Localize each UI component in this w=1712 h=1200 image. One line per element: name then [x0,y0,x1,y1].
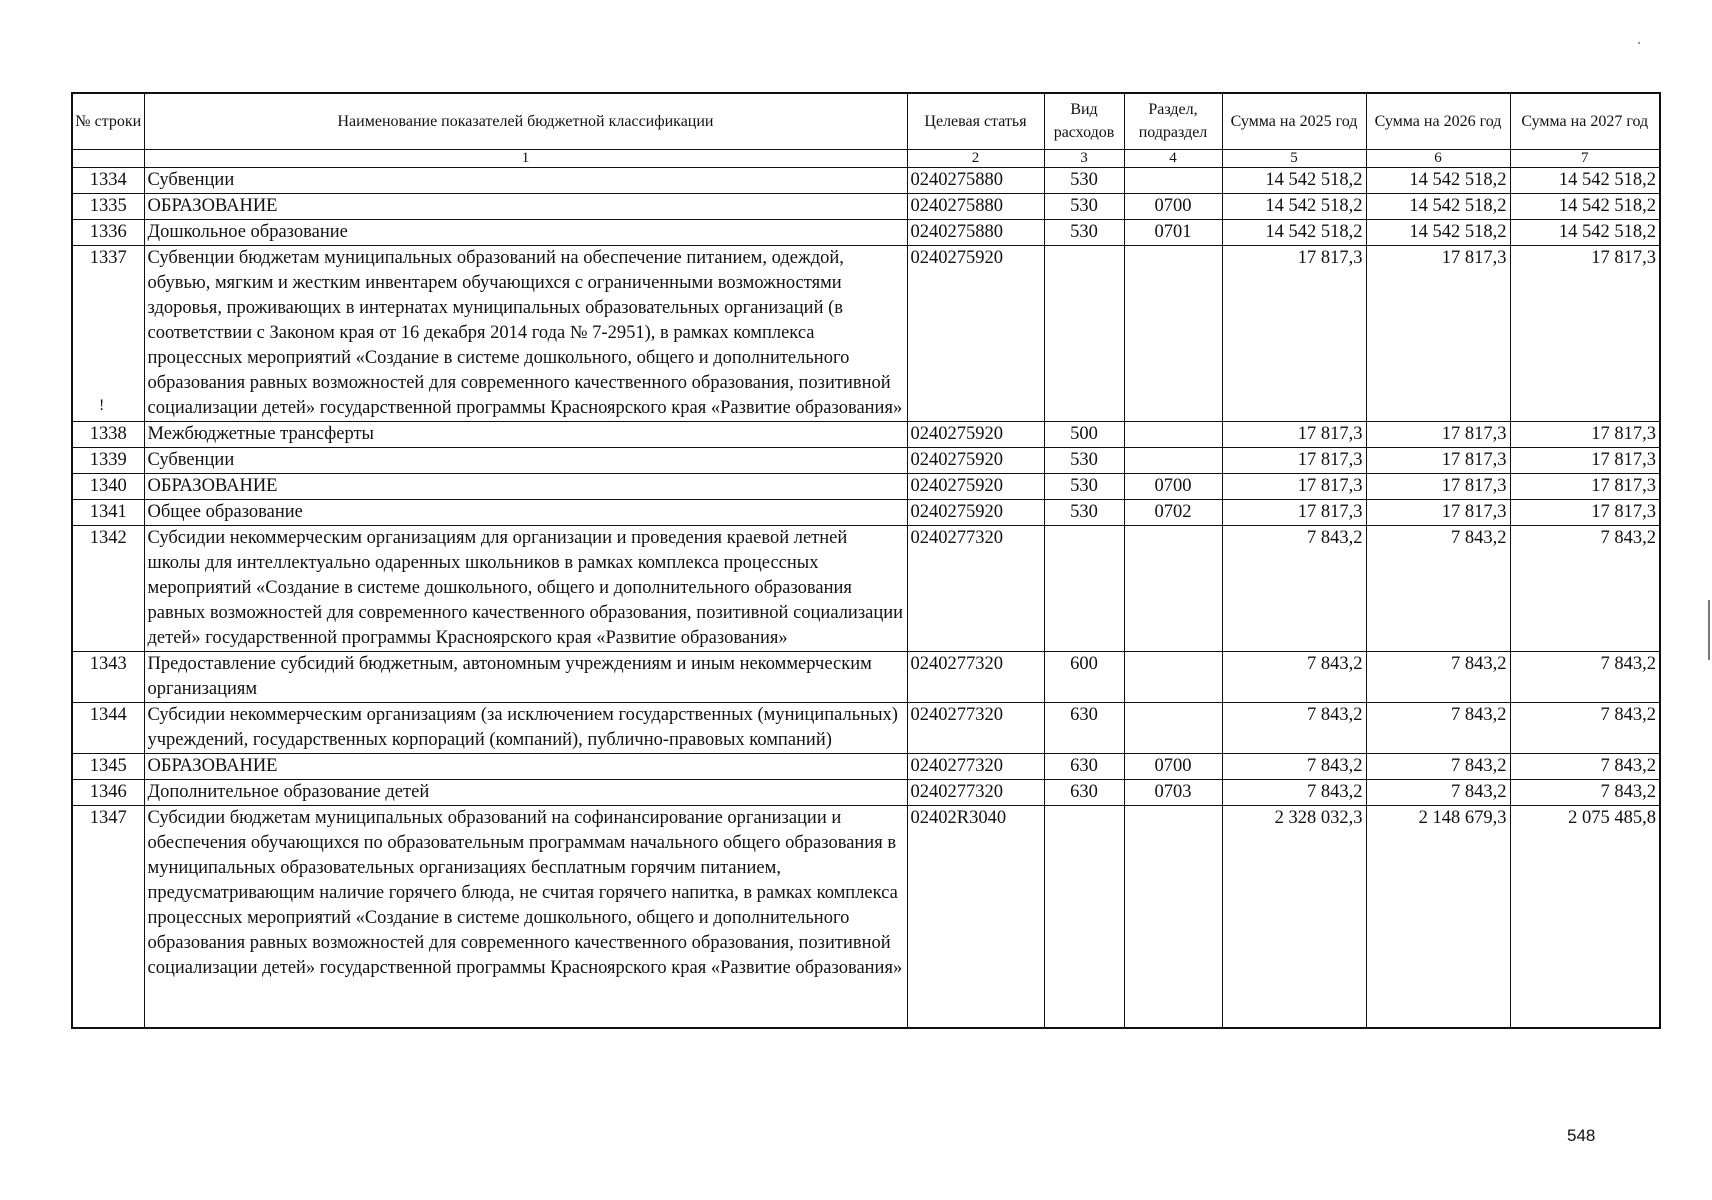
row-section [1124,805,1222,1028]
row-sum-2026: 17 817,3 [1366,499,1510,525]
table-row [72,219,1660,245]
row-expense-type: 530 [1044,219,1124,245]
row-name: ОБРАЗОВАНИЕ [144,193,907,219]
row-sum-2026: 14 542 518,2 [1366,193,1510,219]
row-number: 1337 [72,245,144,421]
row-sum-2025: 7 843,2 [1222,651,1366,702]
row-section [1124,525,1222,651]
table-row [72,245,1660,421]
row-section [1124,702,1222,753]
row-sum-2027: 17 817,3 [1510,499,1660,525]
header-section: Раздел, подраздел [1124,93,1222,149]
table-row [72,779,1660,805]
row-sum-2027: 7 843,2 [1510,753,1660,779]
row-expense-type: 530 [1044,499,1124,525]
row-name: Субсидии некоммерческим организациям для организации и проведения краевой летней школы для интеллектуально одаренных школьников в рамках комплекса процессных мероприятий «Создание в системе дошкольного, общего и дополнительного образования равных возможностей для современного качественного образования, позитивной социализации детей» государственной программы Красноярского края «Развитие образования» [144,525,907,651]
row-sum-2026: 7 843,2 [1366,525,1510,651]
row-number: 1342 [72,525,144,651]
budget-table [71,92,1661,1029]
row-sum-2027: 17 817,3 [1510,473,1660,499]
row-target-article: 0240275920 [907,245,1044,421]
row-sum-2026: 17 817,3 [1366,473,1510,499]
row-sum-2025: 7 843,2 [1222,753,1366,779]
row-sum-2027: 2 075 485,8 [1510,805,1660,1028]
table-row [72,167,1660,193]
row-target-article: 0240277320 [907,702,1044,753]
row-section [1124,167,1222,193]
row-sum-2027: 7 843,2 [1510,702,1660,753]
row-target-article: 0240275920 [907,447,1044,473]
table-row [72,805,1660,1028]
row-target-article: 0240277320 [907,779,1044,805]
row-number: 1346 [72,779,144,805]
row-number: 1339 [72,447,144,473]
scan-artifact-line [1708,600,1710,660]
table-row [72,702,1660,753]
column-number [72,149,144,167]
row-expense-type: 600 [1044,651,1124,702]
row-sum-2026: 14 542 518,2 [1366,219,1510,245]
row-number: 1338 [72,421,144,447]
row-number: 1341 [72,499,144,525]
row-section [1124,651,1222,702]
row-sum-2025: 17 817,3 [1222,447,1366,473]
table-row [72,499,1660,525]
row-sum-2027: 7 843,2 [1510,651,1660,702]
row-number: 1336 [72,219,144,245]
row-expense-type: 630 [1044,779,1124,805]
row-name: ОБРАЗОВАНИЕ [144,473,907,499]
page-number: 548 [1567,1126,1596,1145]
column-number: 7 [1510,149,1660,167]
row-number: 1334 [72,167,144,193]
row-sum-2026: 2 148 679,3 [1366,805,1510,1028]
row-name: Предоставление субсидий бюджетным, автономным учреждениям и иным некоммерческим организациям [144,651,907,702]
header-expense-type: Вид расходов [1044,93,1124,149]
column-number: 3 [1044,149,1124,167]
column-number: 4 [1124,149,1222,167]
row-target-article: 0240275920 [907,473,1044,499]
row-sum-2025: 17 817,3 [1222,245,1366,421]
row-target-article: 0240275880 [907,193,1044,219]
row-section [1124,245,1222,421]
column-number-row [72,149,1660,167]
row-number: 1345 [72,753,144,779]
row-expense-type: 630 [1044,702,1124,753]
table-row [72,447,1660,473]
row-sum-2025: 17 817,3 [1222,473,1366,499]
row-sum-2025: 7 843,2 [1222,779,1366,805]
table-row [72,651,1660,702]
column-number: 2 [907,149,1044,167]
row-expense-type: 530 [1044,473,1124,499]
row-sum-2027: 14 542 518,2 [1510,193,1660,219]
row-number: 1335 [72,193,144,219]
row-sum-2026: 17 817,3 [1366,447,1510,473]
row-sum-2026: 7 843,2 [1366,651,1510,702]
header-row-number: № строки [72,93,144,149]
row-target-article: 0240275880 [907,167,1044,193]
row-target-article: 0240277320 [907,525,1044,651]
row-section: 0700 [1124,753,1222,779]
row-sum-2027: 14 542 518,2 [1510,167,1660,193]
row-section: 0701 [1124,219,1222,245]
stray-mark: ! [99,397,105,414]
row-sum-2026: 14 542 518,2 [1366,167,1510,193]
row-target-article: 0240275920 [907,499,1044,525]
row-sum-2026: 7 843,2 [1366,702,1510,753]
row-name: Межбюджетные трансферты [144,421,907,447]
row-expense-type [1044,245,1124,421]
row-section [1124,421,1222,447]
row-sum-2026: 7 843,2 [1366,753,1510,779]
table-row [72,753,1660,779]
header-sum-2027: Сумма на 2027 год [1510,93,1660,149]
row-sum-2025: 2 328 032,3 [1222,805,1366,1028]
column-number: 6 [1366,149,1510,167]
row-expense-type [1044,525,1124,651]
row-target-article: 0240275880 [907,219,1044,245]
row-section: 0703 [1124,779,1222,805]
row-name: Субвенции [144,167,907,193]
row-name: Субвенции [144,447,907,473]
row-expense-type [1044,805,1124,1028]
row-section: 0700 [1124,473,1222,499]
row-sum-2026: 17 817,3 [1366,421,1510,447]
row-section [1124,447,1222,473]
row-name: Субвенции бюджетам муниципальных образований на обеспечение питанием, одеждой, обувью, мягким и жестким инвентарем обучающихся с ограниченными возможностями здоровья, проживающих в интернатах муниципальных образовательных организаций (в соответствии с Законом края от 16 декабря 2014 года № 7-2951), в рамках комплекса процессных мероприятий «Создание в системе дошкольного, общего и дополнительного образования равных возможностей для современного качественного образования, позитивной социализации детей» государственной программы Красноярского края «Развитие образования» [144,245,907,421]
row-sum-2027: 17 817,3 [1510,245,1660,421]
row-name: Общее образование [144,499,907,525]
header-name: Наименование показателей бюджетной классификации [144,93,907,149]
row-expense-type: 530 [1044,167,1124,193]
row-sum-2025: 14 542 518,2 [1222,167,1366,193]
row-sum-2027: 17 817,3 [1510,447,1660,473]
row-sum-2027: 7 843,2 [1510,779,1660,805]
row-sum-2027: 7 843,2 [1510,525,1660,651]
row-number: 1347 [72,805,144,1028]
row-expense-type: 500 [1044,421,1124,447]
row-target-article: 02402R3040 [907,805,1044,1028]
row-number: 1343 [72,651,144,702]
row-name: Субсидии некоммерческим организациям (за исключением государственных (муниципальных) учреждений, государственных корпораций (компаний), публично-правовых компаний) [144,702,907,753]
row-expense-type: 530 [1044,193,1124,219]
row-sum-2027: 14 542 518,2 [1510,219,1660,245]
row-target-article: 0240275920 [907,421,1044,447]
row-name: Дополнительное образование детей [144,779,907,805]
row-sum-2025: 17 817,3 [1222,421,1366,447]
table-row [72,193,1660,219]
row-number: 1340 [72,473,144,499]
row-name: Дошкольное образование [144,219,907,245]
row-sum-2025: 17 817,3 [1222,499,1366,525]
row-number: 1344 [72,702,144,753]
scan-artifact-dot [1638,42,1640,44]
row-sum-2025: 14 542 518,2 [1222,193,1366,219]
row-sum-2026: 7 843,2 [1366,779,1510,805]
column-number: 5 [1222,149,1366,167]
header-target-article: Целевая статья [907,93,1044,149]
header-sum-2026: Сумма на 2026 год [1366,93,1510,149]
table-row [72,473,1660,499]
row-sum-2027: 17 817,3 [1510,421,1660,447]
row-name: ОБРАЗОВАНИЕ [144,753,907,779]
header-sum-2025: Сумма на 2025 год [1222,93,1366,149]
table-row [72,421,1660,447]
row-sum-2026: 17 817,3 [1366,245,1510,421]
table-row [72,525,1660,651]
row-sum-2025: 7 843,2 [1222,702,1366,753]
row-sum-2025: 14 542 518,2 [1222,219,1366,245]
table-header-row [72,93,1660,149]
row-expense-type: 530 [1044,447,1124,473]
row-section: 0702 [1124,499,1222,525]
row-expense-type: 630 [1044,753,1124,779]
row-section: 0700 [1124,193,1222,219]
row-target-article: 0240277320 [907,753,1044,779]
row-name: Субсидии бюджетам муниципальных образований на софинансирование организации и обеспечения обучающихся по образовательным программам начального общего образования в муниципальных образовательных организациях бесплатным горячим питанием, предусматривающим наличие горячего блюда, не считая горячего напитка, в рамках комплекса процессных мероприятий «Создание в системе дошкольного, общего и дополнительного образования равных возможностей для современного качественного образования, позитивной социализации детей» государственной программы Красноярского края «Развитие образования» [144,805,907,1028]
column-number: 1 [144,149,907,167]
row-sum-2025: 7 843,2 [1222,525,1366,651]
row-target-article: 0240277320 [907,651,1044,702]
